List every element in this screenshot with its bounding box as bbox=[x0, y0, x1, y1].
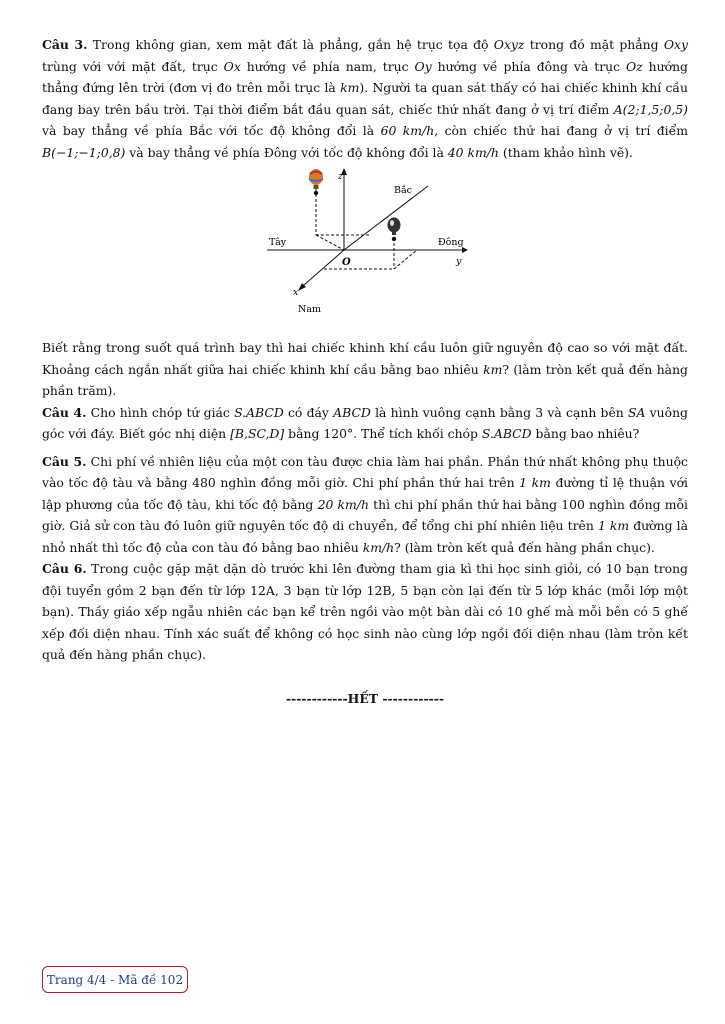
question-6 bbox=[42, 558, 688, 666]
speed-1: 60 km/h bbox=[380, 123, 435, 138]
q4-text: . Thể tích khối chóp bbox=[353, 426, 482, 441]
dash-b-diagonal bbox=[394, 250, 417, 269]
q5-text: ? (làm tròn kết quả đến hàng phần chục). bbox=[394, 539, 655, 555]
question-6-label: Câu 6. bbox=[42, 561, 87, 576]
x-axis-line bbox=[304, 250, 344, 285]
q5-math: 1 km bbox=[597, 518, 630, 533]
q3-text: và bay thẳng về phía Đông với tốc độ không đổi là bbox=[125, 144, 448, 160]
balloon-a-icon bbox=[309, 169, 323, 195]
q3-text: trong đó mặt phẳng bbox=[524, 37, 664, 52]
label-z: z bbox=[338, 172, 343, 182]
question-3-label: Câu 3. bbox=[42, 37, 88, 52]
q4-math: S.ABCD bbox=[481, 426, 532, 441]
q3-text: (tham khảo hình vẽ). bbox=[498, 144, 633, 160]
q3-math: km bbox=[340, 80, 360, 95]
label-bac: Bắc bbox=[394, 185, 412, 196]
q3-text: và bay thẳng về phía Bắc với tốc độ không đổi là bbox=[42, 123, 381, 138]
speed-2: 40 km/h bbox=[447, 144, 499, 160]
balloon-b-icon bbox=[388, 218, 401, 242]
point-a: A(2;1,5;0,5) bbox=[613, 101, 688, 117]
q3-text: hướng về phía nam, trục bbox=[240, 58, 415, 74]
label-y: y bbox=[456, 256, 462, 267]
label-o: O bbox=[342, 257, 351, 268]
end-marker: ------------HẾT ------------ bbox=[285, 690, 445, 706]
q3-text: , còn chiếc thứ hai đang ở vị trí điểm bbox=[434, 123, 688, 138]
q3-text: hướng về phía đông và trục bbox=[431, 58, 627, 74]
point-b: B(−1;−1;0,8) bbox=[42, 144, 126, 160]
q3-after-text: ? (làm tròn kết quả đến hàng phần trăm). bbox=[42, 361, 688, 398]
q4-text: bằng bao nhiêu? bbox=[531, 426, 640, 441]
q3-after-text: Biết rằng trong suốt quá trình bay thì hai chiếc khinh khí cầu luôn giữ nguyên độ cao so với mặt đất. Khoảng cách ngắn nhất giữa hai chiếc khinh khí cầu bằng bao nhiêu bbox=[42, 340, 688, 377]
label-nam: Nam bbox=[298, 304, 321, 315]
dihedral-angle: [B,SC,D] bbox=[230, 426, 285, 441]
q4-math: ABCD bbox=[333, 404, 371, 420]
angle-value: 120° bbox=[323, 426, 354, 441]
q4-text: vuông góc với đáy. Biết góc nhị diện bbox=[42, 404, 688, 441]
q5-text: đường tỉ lệ thuận với lập phương của tốc độ tàu, khi tốc độ bằng bbox=[42, 475, 688, 512]
question-4 bbox=[42, 402, 688, 445]
q3-math: Oz bbox=[626, 58, 643, 74]
question-3 bbox=[42, 34, 688, 163]
q3-text: ). Người ta quan sát thấy có hai chiếc khinh khí cầu đang bay trên bầu trời. Tại thời điểm bắt đầu quan sát, chiếc thứ nhất đang ở vị trí điểm bbox=[42, 80, 689, 117]
dash-a-diagonal bbox=[316, 235, 344, 250]
label-tay: Tây bbox=[269, 237, 287, 248]
q4-text: Cho hình chóp tứ giác bbox=[86, 404, 235, 420]
q3-text: hướng thẳng đứng lên trời (đơn vị đo trên mỗi trục là bbox=[42, 58, 688, 95]
question-5-label: Câu 5. bbox=[42, 453, 87, 469]
q4-text: có đáy bbox=[283, 404, 334, 420]
coordinate-figure bbox=[42, 163, 688, 333]
q3-math: Oxyz bbox=[493, 37, 525, 52]
q3-text: trùng với với mặt đất, trục bbox=[42, 58, 224, 74]
q5-text: đường là nhỏ nhất thì tốc độ của con tàu đó bằng bao nhiêu bbox=[42, 518, 688, 555]
question-4-label: Câu 4. bbox=[42, 404, 87, 420]
q6-text: Trong cuộc gặp mặt dặn dò trước khi lên đường tham gia kì thi học sinh giỏi, có 10 bạn trong đội tuyển gồm 2 bạn đến từ lớp 12A, 3 bạn từ lớp 12B, 5 bạn còn lại đến từ 5 lớp khác (mỗi lớp một bạn). Thầy giáo xếp ngẫu nhiên các bạn kể trên ngồi vào một bàn dài có 10 ghế mà mỗi bên có 5 ghế xếp đối diện nhau. Tính xác suất để không có học sinh nào cùng lớp ngồi đối diện nhau (làm tròn kết quả đến hàng phần chục). bbox=[42, 561, 688, 662]
q4-text: bằng bbox=[284, 426, 324, 441]
q3-math: Ox bbox=[223, 58, 241, 74]
q3-math: Oy bbox=[414, 58, 432, 74]
label-dong: Đông bbox=[438, 237, 464, 248]
q5-text: thì chi phí phần thứ hai bằng 100 nghìn đồng mỗi giờ. Giả sử con tàu đó luôn giữ nguyên tốc độ di chuyển, để tổng chi phí nhiên liệu trên bbox=[42, 496, 688, 533]
page-footer-badge: Trang 4/4 - Mã đề 102 bbox=[42, 966, 188, 993]
north-line bbox=[344, 186, 428, 250]
q5-text: Chi phí về nhiên liệu của một con tàu được chia làm hai phần. Phần thứ nhất không phụ thuộc vào tốc độ tàu và bằng 480 nghìn đồng mỗi giờ. Chi phí phần thứ hai trên bbox=[42, 453, 688, 490]
label-x: x bbox=[293, 287, 299, 298]
q5-math: 1 km bbox=[519, 475, 551, 490]
q5-math: 20 km/h bbox=[317, 496, 369, 512]
axes-diagram bbox=[252, 167, 482, 327]
q4-math: S.ABCD bbox=[234, 404, 284, 420]
question-3-continuation bbox=[42, 337, 688, 402]
q3-text: Trong không gian, xem mặt đất là phẳng, gắn hệ trục tọa độ bbox=[87, 37, 494, 52]
q4-math: SA bbox=[627, 404, 646, 420]
exam-page bbox=[42, 34, 688, 709]
q4-text: là hình vuông cạnh bằng 3 và cạnh bên bbox=[370, 404, 628, 420]
q5-math: km/h bbox=[362, 539, 395, 555]
q3-math: Oxy bbox=[663, 37, 688, 52]
question-5 bbox=[42, 451, 688, 559]
q3-math: km bbox=[483, 361, 503, 377]
